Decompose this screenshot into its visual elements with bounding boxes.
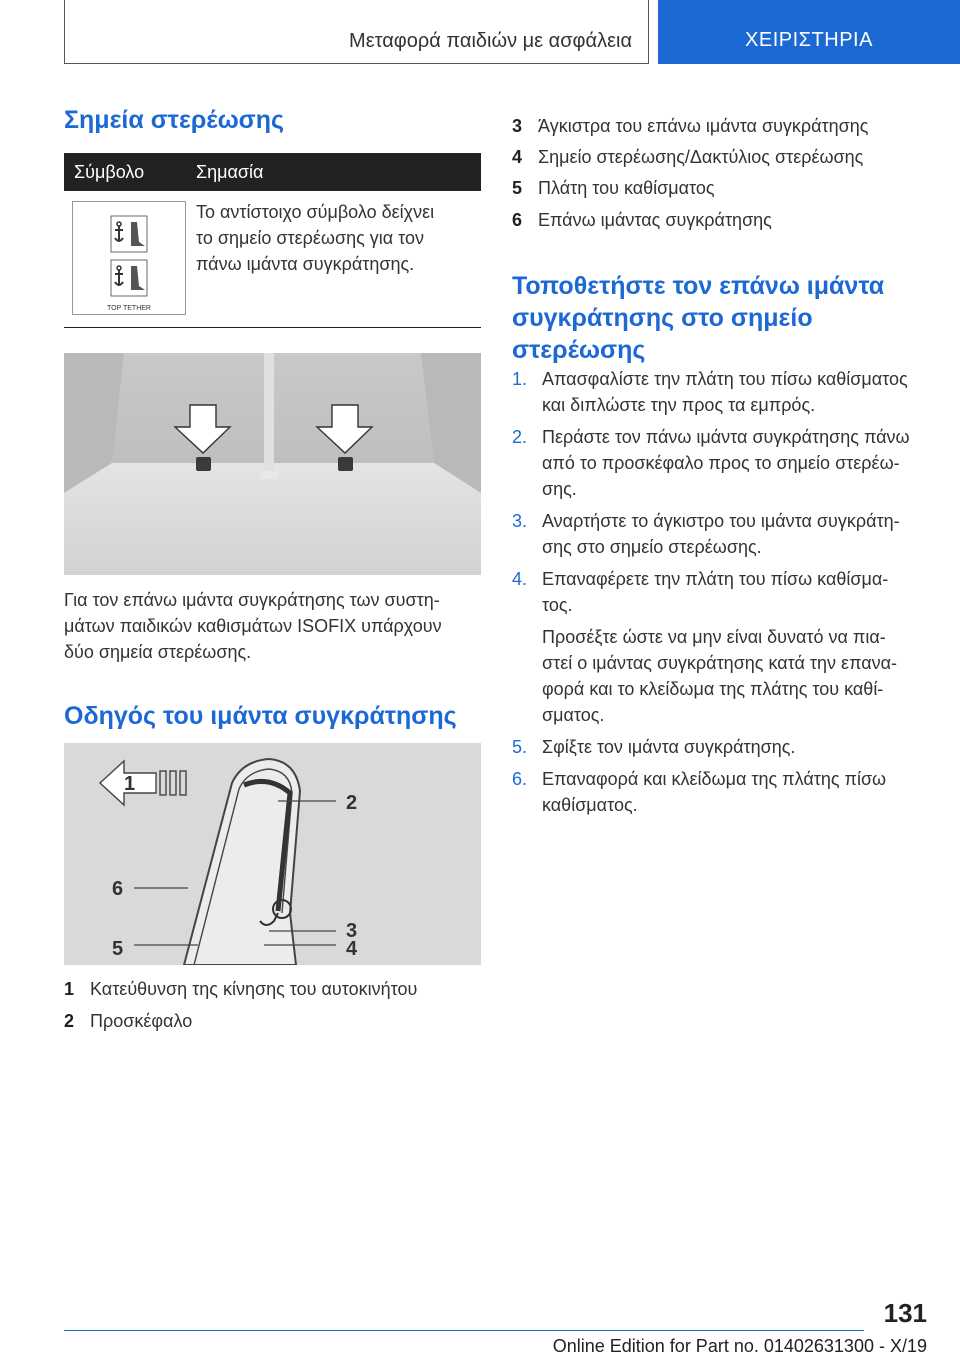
anchor-points-photo bbox=[64, 353, 481, 575]
header-frame bbox=[64, 0, 649, 64]
legend-item bbox=[512, 113, 932, 139]
anchor-left bbox=[196, 457, 211, 471]
note-line: στεί ο ιμάντας συγκράτησης κατά την επανα- bbox=[542, 653, 898, 673]
step-line: σης στο σημείο στερέωσης. bbox=[542, 537, 762, 557]
note-line: φορά και το κλείδωμα της πλάτης του καθί- bbox=[542, 679, 884, 699]
footer-edition[interactable]: Online Edition for Part no. 01402631300 - X/19 bbox=[552, 1336, 927, 1356]
step-line: Σφίξτε τον ιμάντα συγκράτησης. bbox=[542, 737, 796, 757]
step-item bbox=[512, 734, 932, 760]
legend-item bbox=[512, 144, 932, 170]
label-1: 1 bbox=[124, 773, 136, 795]
step-line: και διπλώστε την προς τα εμπρός. bbox=[542, 395, 816, 415]
paragraph-line: Για τον επάνω ιμάντα συγκράτησης των συστη- bbox=[64, 590, 440, 610]
legend-item bbox=[64, 1008, 481, 1034]
step-line: Επαναφορά και κλείδωμα της πλάτης πίσω bbox=[542, 769, 887, 789]
step-item bbox=[512, 366, 932, 418]
label-2: 2 bbox=[346, 792, 358, 814]
step-line: Επαναφέρετε την πλάτη του πίσω καθίσμα- bbox=[542, 569, 889, 589]
page-number: 131 bbox=[883, 1298, 927, 1328]
step-line: Αναρτήστε το άγκιστρο του ιμάντα συγκράτη- bbox=[542, 511, 900, 531]
legend-number: 1 bbox=[64, 979, 75, 999]
meaning-line: το σημείο στερέωσης για τον bbox=[196, 228, 425, 248]
label-6: 6 bbox=[112, 878, 124, 900]
paragraph-line: δύο σημεία στερέωσης. bbox=[64, 642, 252, 662]
label-3: 3 bbox=[346, 920, 358, 942]
label-5: 5 bbox=[112, 938, 124, 960]
legend-item bbox=[64, 976, 481, 1002]
footer-rule bbox=[64, 1330, 864, 1331]
section-tab[interactable] bbox=[658, 0, 960, 64]
step-note bbox=[542, 624, 932, 728]
symbol-table-header bbox=[64, 153, 481, 191]
step-line: Απασφαλίστε την πλάτη του πίσω καθίσματος bbox=[542, 369, 908, 389]
meaning-line: Το αντίστοιχο σύμβολο δείχνει bbox=[196, 202, 435, 222]
tether-guide-diagram bbox=[64, 743, 481, 965]
legend-number: 3 bbox=[512, 116, 523, 136]
step-number: 3. bbox=[512, 511, 528, 531]
symbol-caption: TOP TETHER bbox=[107, 305, 151, 312]
step-number: 5. bbox=[512, 737, 528, 757]
col-symbol: Σύμβολο bbox=[74, 162, 145, 182]
label-4: 4 bbox=[346, 938, 358, 960]
step-line: τος. bbox=[542, 595, 573, 615]
anchor-right bbox=[338, 457, 353, 471]
paragraph-line: μάτων παιδικών καθισμάτων ISOFIX υπάρχουν bbox=[64, 616, 442, 636]
step-number: 6. bbox=[512, 769, 528, 789]
step-line: Περάστε τον πάνω ιμάντα συγκράτησης πάνω bbox=[542, 427, 910, 447]
heading-attach-tether bbox=[512, 270, 942, 366]
step-line: καθίσματος. bbox=[542, 795, 638, 815]
heading-line: στερέωσης bbox=[512, 336, 646, 364]
legend-number: 5 bbox=[512, 178, 523, 198]
step-line: σης. bbox=[542, 479, 577, 499]
legend-text: Άγκιστρα του επάνω ιμάντα συγκράτησης bbox=[538, 116, 869, 136]
note-line: σματος. bbox=[542, 705, 605, 725]
col-meaning: Σημασία bbox=[196, 162, 264, 182]
step-item bbox=[512, 766, 932, 818]
step-item bbox=[512, 566, 932, 728]
legend-text: Προσκέφαλο bbox=[90, 1011, 193, 1031]
legend-text: Πλάτη του καθίσματος bbox=[538, 178, 715, 198]
anchor-seat-icon bbox=[73, 202, 185, 314]
note-line: Προσέξτε ώστε να μην είναι δυνατό να πια- bbox=[542, 627, 886, 647]
symbol-table-row bbox=[64, 191, 481, 328]
step-line: από το προσκέφαλο προς το σημείο στερέω- bbox=[542, 453, 900, 473]
heading-tether-guide: Οδηγός του ιμάντα συγκράτησης bbox=[64, 702, 457, 730]
instruction-steps bbox=[512, 366, 932, 824]
legend-number: 4 bbox=[512, 147, 523, 167]
step-number: 2. bbox=[512, 427, 528, 447]
legend-item bbox=[512, 207, 932, 233]
legend-item bbox=[512, 175, 932, 201]
top-tether-symbol bbox=[72, 201, 186, 315]
section-tab-label: ΧΕΙΡΙΣΤΗΡΙΑ bbox=[745, 29, 873, 51]
legend-text: Επάνω ιμάντας συγκράτησης bbox=[538, 210, 772, 230]
meaning-line: πάνω ιμάντα συγκράτησης. bbox=[196, 254, 415, 274]
isofix-paragraph bbox=[64, 587, 481, 665]
legend-number: 2 bbox=[64, 1011, 75, 1031]
step-item bbox=[512, 508, 932, 560]
symbol-meaning bbox=[196, 199, 476, 277]
step-item bbox=[512, 424, 932, 502]
heading-line: συγκράτησης στο σημείο bbox=[512, 304, 813, 332]
step-number: 4. bbox=[512, 569, 528, 589]
chapter-title: Μεταφορά παιδιών με ασφάλεια bbox=[349, 30, 632, 52]
step-number: 1. bbox=[512, 369, 528, 389]
legend-text: Κατεύθυνση της κίνησης του αυτοκινήτου bbox=[90, 979, 418, 999]
heading-line: Τοποθετήστε τον επάνω ιμάντα bbox=[512, 272, 885, 300]
legend-text: Σημείο στερέωσης/Δακτύλιος στερέωσης bbox=[538, 147, 864, 167]
legend-number: 6 bbox=[512, 210, 523, 230]
heading-anchor-points: Σημεία στερέωσης bbox=[64, 106, 285, 134]
